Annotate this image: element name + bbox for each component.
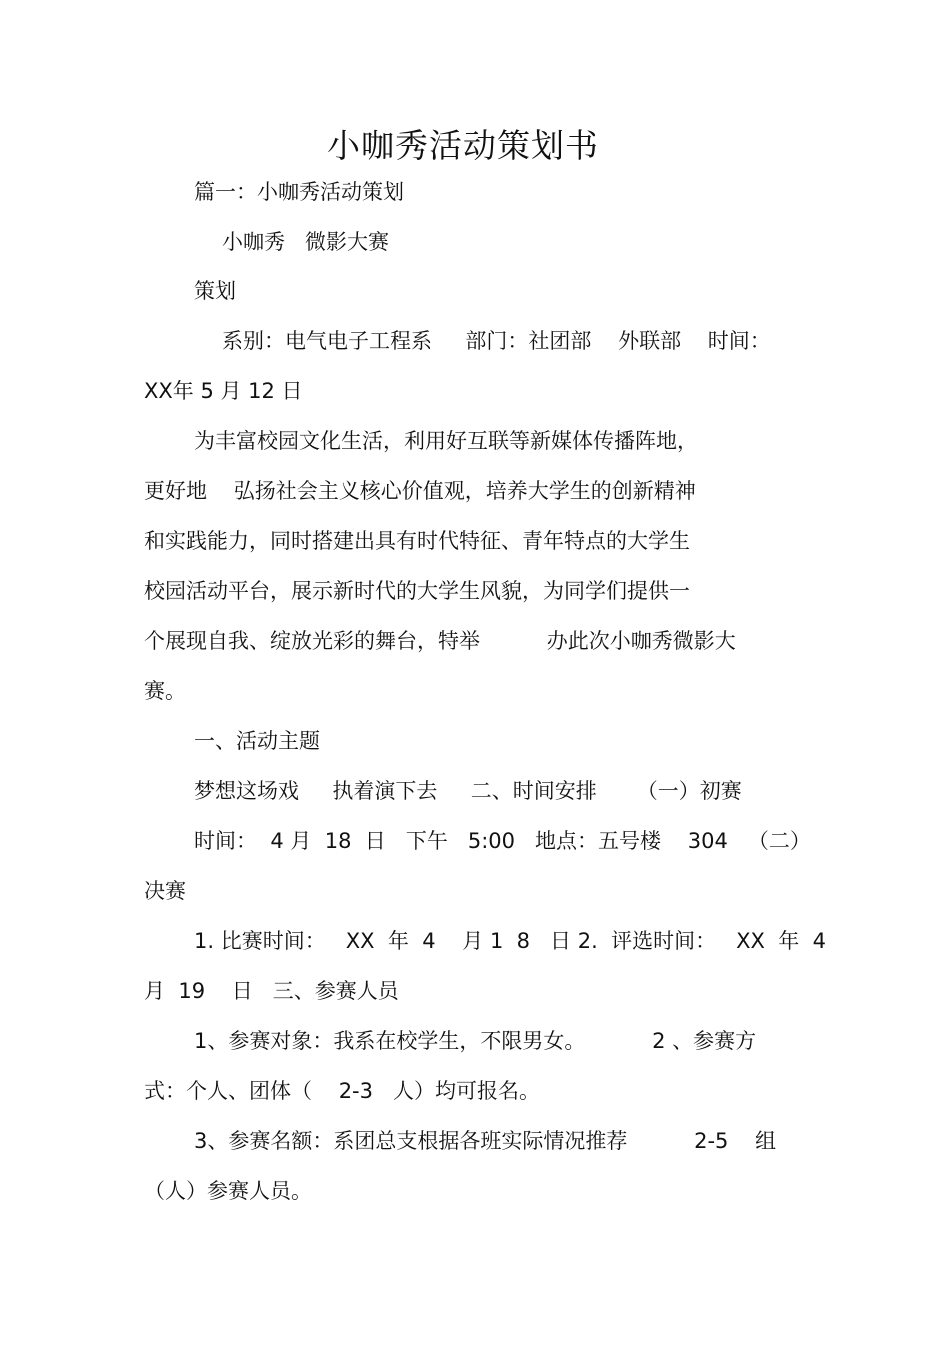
paragraph-line: 校园活动平台，展示新时代的大学生风貌，为同学们提供一 bbox=[144, 579, 690, 603]
paragraph-line: 篇一：小咖秀活动策划 bbox=[194, 180, 404, 204]
paragraph-line: 和实践能力，同时搭建出具有时代特征、青年特点的大学生 bbox=[144, 529, 690, 553]
paragraph-line: 月 19 日 三、参赛人员 bbox=[144, 979, 399, 1003]
paragraph-line: 3、参赛名额：系团总支根据各班实际情况推荐 2-5 组 bbox=[194, 1129, 777, 1153]
paragraph-line: 策划 bbox=[194, 279, 236, 303]
paragraph-line: 赛。 bbox=[144, 679, 186, 703]
paragraph-line: 时间： 4 月 18 日 下午 5:00 地点：五号楼 304 （二） bbox=[194, 829, 811, 853]
paragraph-line: 梦想这场戏 执着演下去 二、时间安排 （一）初赛 bbox=[194, 779, 742, 803]
paragraph-line: 小咖秀 微影大赛 bbox=[222, 230, 390, 254]
paragraph-line: 决赛 bbox=[144, 879, 186, 903]
paragraph-line: 更好地 弘扬社会主义核心价值观，培养大学生的创新精神 bbox=[144, 479, 696, 503]
paragraph-line: 1. 比赛时间： XX 年 4 月 1 8 日 2. 评选时间： XX 年 4 bbox=[194, 929, 826, 953]
paragraph-line: 个展现自我、绽放光彩的舞台，特举 办此次小咖秀微影大 bbox=[144, 629, 736, 653]
paragraph-line: 系别：电气电子工程系 部门：社团部 外联部 时间： bbox=[222, 329, 771, 353]
paragraph-line: 式：个人、团体（ 2-3 人）均可报名。 bbox=[144, 1079, 541, 1103]
document-title: 小咖秀活动策划书 bbox=[327, 126, 599, 165]
paragraph-line: XX年 5 月 12 日 bbox=[144, 379, 303, 403]
paragraph-line: 为丰富校园文化生活，利用好互联等新媒体传播阵地， bbox=[194, 429, 698, 453]
paragraph-line: （人）参赛人员。 bbox=[144, 1179, 312, 1203]
paragraph-line: 1、参赛对象：我系在校学生，不限男女。 2 、参赛方 bbox=[194, 1029, 757, 1053]
section-heading: 一、活动主题 bbox=[194, 729, 320, 753]
